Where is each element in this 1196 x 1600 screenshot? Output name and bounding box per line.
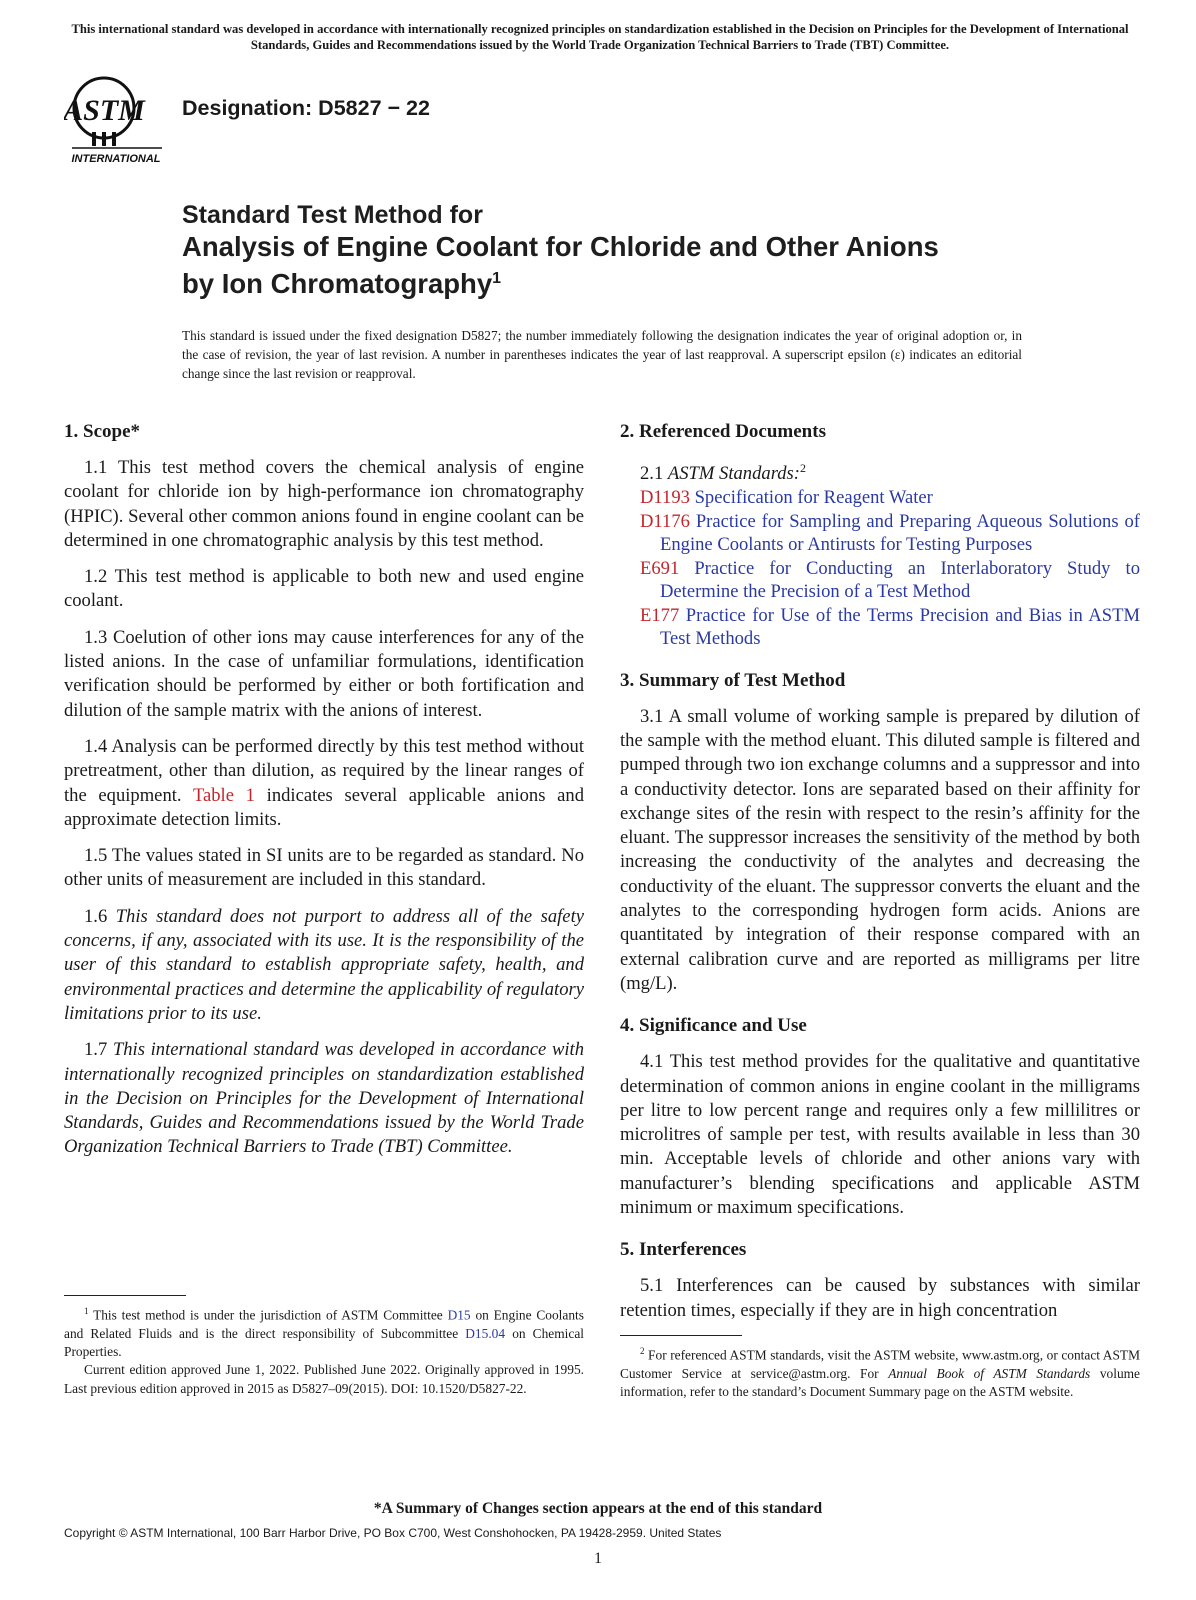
footnote-divider	[64, 1295, 186, 1296]
footnote-1	[64, 1295, 584, 1398]
paragraph-1-4: 1.4 Analysis can be performed directly by this test method without pretreatment, other than dilution, as required by the linear ranges of the equipment. Table 1 indicates several applicable anions and approximate detection limits.	[64, 735, 585, 830]
copyright: Copyright © ASTM International, 100 Barr Harbor Drive, PO Box C700, West Conshohocken, PA 19428-2959. United States	[64, 1526, 722, 1540]
section-heading-scope: 1. Scope*	[64, 421, 140, 442]
paragraph-4-1: 4.1 This test method provides for the qualitative and quantitative determination of common anions in engine coolant in the milligrams per litre to low percent range and requires only a few millilitres or microlitres of sample per test, with results available in less than 30 min. Acceptable levels of chloride and other anions vary with manufacturer’s blending specifications and applicable ASTM minimum or maximum specifications.	[620, 1051, 1140, 1219]
footnote-2-text: $^2$ For referenced ASTM standards, visit the ASTM website, www.astm.org, or contact ASTM Customer Service at service@astm.org. For Annual Book of ASTM Standards volume information, refer to the standard’s Document Summary page on the ASTM website.	[620, 1346, 1140, 1400]
astm-logo	[64, 70, 170, 170]
left-column	[64, 420, 584, 1172]
designation: Designation: D5827 − 22	[182, 96, 430, 120]
paragraph-1-1: 1.1 This test method covers the chemical analysis of engine coolant for chloride ion by high-performance ion chromatography (HPIC). Several other common anions found in engine coolant can be determined in one chromatographic analysis by this test method.	[64, 457, 585, 551]
paragraph-1-7: 1.7 This international standard was developed in accordance with internationally recognized principles on standardization established in the Decision on Principles for the Development of International Standards, Guides and Recommendations issued by the World Trade Organization Technical Barriers to Trade (TBT) Committee.	[64, 1039, 584, 1158]
footnote-divider	[620, 1335, 742, 1336]
paragraph-1-5: 1.5 The values stated in SI units are to be regarded as standard. No other units of measurement are included in this standard.	[64, 845, 585, 891]
d15-link[interactable]: D15	[447, 1307, 471, 1323]
document-title	[182, 200, 1082, 300]
summary-of-changes-note: *A Summary of Changes section appears at the end of this standard	[373, 1500, 823, 1517]
svg-text:INTERNATIONAL: INTERNATIONAL	[71, 153, 161, 165]
footnote-1-text: $^1$ This test method is under the jurisdiction of ASTM Committee D15 on Engine Coolants and Related Fluids and is the direct responsibility of Subcommittee D15.04 on Chemical Properties.	[64, 1306, 584, 1360]
paragraph-1-2: 1.2 This test method is applicable to both new and used engine coolant.	[64, 566, 584, 612]
reference-item[interactable]: D1176 Practice for Sampling and Preparing Aqueous Solutions of Engine Coolants or Antirusts for Testing Purposes	[640, 510, 1140, 556]
footnote-2-mark[interactable]: 2	[799, 461, 806, 475]
astm-standards-subheading: 2.1 ASTM Standards:$^2$	[640, 461, 806, 485]
paragraph-1-6: 1.6 This standard does not purport to address all of the safety concerns, if any, associated with its use. It is the responsibility of the user of this standard to establish appropriate safety, health, and environmental practices and determine the applicability of regulatory limitations prior to its use.	[64, 905, 584, 1024]
title-footnote-mark[interactable]: 1	[492, 270, 502, 287]
top-note: This international standard was developed in accordance with internationally recognized principles on standardization established in the Decision on Principles for the Development of International Standards, Guides and Recommendations issued by the World Trade Organization Technical Barriers to Trade (TBT) Committee.	[71, 22, 1129, 52]
astm-logo-icon	[64, 70, 170, 170]
reference-item[interactable]: D1193 Specification for Reagent Water	[640, 487, 933, 509]
title-line-2: Analysis of Engine Coolant for Chloride and Other Anions	[182, 231, 939, 262]
section-heading-referenced-documents: 2. Referenced Documents	[620, 421, 826, 442]
d15-04-link[interactable]: D15.04	[465, 1325, 506, 1341]
page-number: 1	[594, 1550, 602, 1567]
paragraph-1-3: 1.3 Coelution of other ions may cause interferences for any of the listed anions. In the case of unfamiliar formulations, identification verification should be performed by either or both fortification and dilution of the sample matrix with the anions of interest.	[64, 626, 584, 721]
section-heading-interferences: 5. Interferences	[620, 1239, 747, 1261]
reference-item[interactable]: E691 Practice for Conducting an Interlaboratory Study to Determine the Precision of a Test Method	[640, 557, 1140, 603]
section-heading-significance: 4. Significance and Use	[620, 1015, 807, 1037]
paragraph-5-1: 5.1 Interferences can be caused by substances with similar retention times, especially if they are in high concentration	[620, 1275, 1140, 1321]
paragraph-3-1: 3.1 A small volume of working sample is prepared by dilution of the sample with the method eluant. This diluted sample is filtered and pumped through two ion exchange columns and a suppressor and into a conductivity detector. Ions are separated based on their affinity for exchange sites of the resin with respect to the resin’s affinity for the eluant. The suppressor increases the sensitivity of the method by both increasing the conductivity of the analytes and decreasing the conductivity of the eluant. The suppressor converts the eluant and the analytes to the corresponding hydrogen form acids. Anions are quantitated by integration of their response compared with an external calibration curve and are reported as milligrams per litre (mg/L).	[620, 705, 1140, 994]
svg-text:ASTM: ASTM	[64, 94, 145, 127]
title-line-1: Standard Test Method for	[182, 201, 483, 229]
title-line-3: by Ion Chromatography$^1$	[182, 268, 502, 300]
reference-item[interactable]: E177 Practice for Use of the Terms Precision and Bias in ASTM Test Methods	[640, 604, 1140, 650]
section-heading-summary: 3. Summary of Test Method	[620, 669, 846, 691]
issue-note: This standard is issued under the fixed designation D5827; the number immediately following the designation indicates the year of original adoption or, in the case of revision, the year of last revision. A number in parentheses indicates the year of last reapproval. A superscript epsilon (ε) indicates an editorial change since the last revision or reapproval.	[182, 328, 1022, 381]
footnote-2	[620, 1335, 1140, 1401]
footnote-1-edition: Current edition approved June 1, 2022. Published June 2022. Originally approved in 1995. Last previous edition approved in 2015 as D5827–09(2015). DOI: 10.1520/D5827-22.	[64, 1362, 584, 1396]
table-1-link[interactable]: Table 1	[192, 784, 255, 806]
right-column	[620, 420, 1140, 1335]
